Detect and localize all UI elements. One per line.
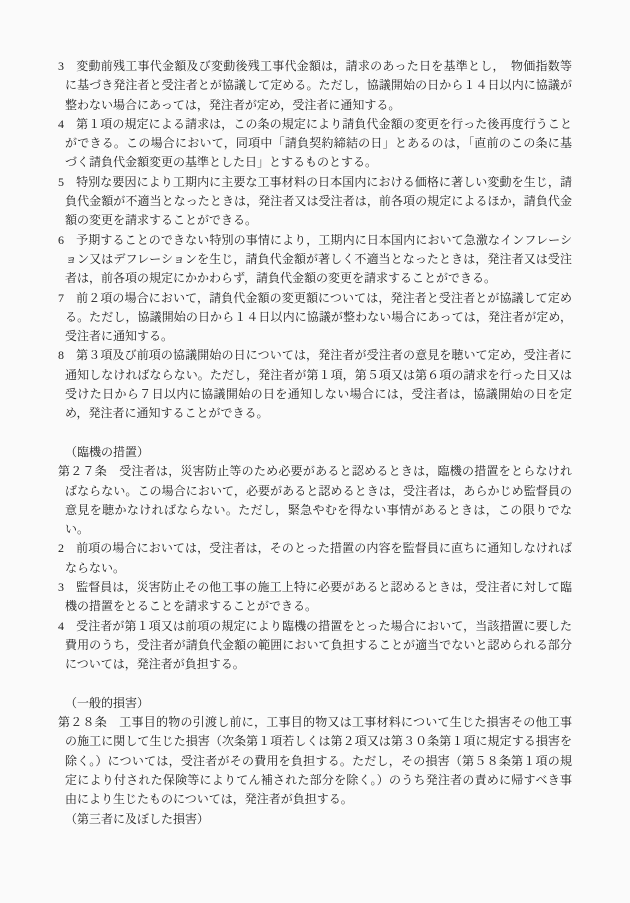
article-number: 第２７条 [58, 464, 107, 479]
clause-item-5 [58, 173, 572, 231]
item-number: 5 [58, 174, 64, 189]
clause-item-7 [58, 289, 572, 347]
article-27 [58, 462, 572, 539]
clause-text: 第３項及び前項の協議開始の日については，発注者が受注者の意見を聴いて定め，受注者に通知しなければならない。ただし，発注者が第１項，第５項又は第６項の請求を行った日又は受けた日から７日以内に協議開始の日を通知しない場合には，受注者は，協議開始の日を定め，発注者に通知することができる。 [65, 348, 572, 421]
clause-text: 受注者は，災害防止等のため必要があると認めるときは，臨機の措置をとらなければならない。この場合において，必要があると認めるときは，受注者は，あらかじめ監督員の意見を聴かなければならない。ただし，緊急やむを得ない事情があるときは，この限りでない。 [65, 464, 572, 537]
article-27-item-4 [58, 617, 572, 675]
item-number: 3 [58, 59, 64, 73]
section-heading-ippanteki-songai [65, 694, 572, 713]
clause-text: 前項の場合においては，受注者は，そのとった措置の内容を監督員に直ちに通知しなければならない。 [65, 541, 572, 575]
article-27-item-2 [58, 539, 572, 578]
item-number: 3 [58, 580, 64, 595]
clause-item-4 [58, 115, 572, 173]
clause-text: 第１項の規定による請求は，この条の規定により請負代金額の変更を行った後再度行うことができる。この場合において，同項中「請負契約締結の日」とあるのは，「直前のこの条に基づく請負代金額変更の基準とした日」とするものとする。 [65, 116, 572, 170]
clause-item-8 [58, 346, 572, 423]
clause-text: 前２項の場合において，請負代金額の変更額については，発注者と受注者とが協議して定める。ただし，協議開始の日から１４日以内に協議が整わない場合にあっては，発注者が定め，受注者に通知する。 [65, 290, 572, 344]
section-heading-daisansha-songai [65, 810, 572, 829]
clause-text: 特別な要因により工期内に主要な工事材料の日本国内における価格に著しい変動を生じ，請負代金額が不適当となったときは，発注者又は受注者は，前各項の規定によるほか，請負代金額の変更を請求することができる。 [65, 174, 572, 228]
clause-text: 監督員は，災害防止その他工事の施工上特に必要があると認めるときは，受注者に対して臨機の措置をとることを請求することができる。 [65, 580, 572, 614]
contract-text-body [0, 57, 630, 829]
item-number: 7 [58, 290, 64, 305]
clause-item-3 [58, 57, 572, 115]
section-heading-rinki-no-sochi [65, 443, 572, 462]
clause-item-6 [58, 231, 572, 289]
item-number: 2 [58, 541, 64, 556]
item-number: 4 [58, 618, 64, 633]
section-heading-text: （第三者に及ぼした損害） [65, 811, 210, 826]
clause-text: 工事目的物の引渡し前に，工事目的物又は工事材料について生じた損害その他工事の施工に関して生じた損害（次条第１項若しくは第２項又は第３０条第１項に規定する損害を除く。）については，受注者がその費用を負担する。ただし，その損害（第５８条第１項の規定により付された保険等によりてん補された部分を除く。）のうち発注者の責めに帰すべき事由により生じたものについては，発注者が負担する。 [65, 715, 572, 807]
item-number: 4 [58, 116, 64, 131]
section-heading-text: （一般的損害） [65, 695, 150, 710]
article-27-item-3 [58, 578, 572, 617]
item-number: 6 [58, 232, 64, 247]
article-number: 第２８条 [58, 715, 107, 730]
section-heading-text: （臨機の措置） [65, 444, 150, 459]
item-number: 8 [58, 348, 64, 363]
clause-text: 変動前残工事代金額及び変動後残工事代金額は，請求のあった日を基準とし， 物価指数等に基づき発注者と受注者とが協議して定める。ただし，協議開始の日から１４日以内に協議が整わない場合にあっては，発注者が定め，受注者に通知する。 [65, 59, 572, 112]
clause-text: 受注者が第１項又は前項の規定により臨機の措置をとった場合において，当該措置に要した費用のうち，受注者が請負代金額の範囲において負担することが適当でないと認められる部分については，発注者が負担する。 [65, 618, 572, 672]
article-28 [58, 713, 572, 809]
clause-text: 予期することのできない特別の事情により，工期内に日本国内において急激なインフレーション又はデフレーションを生じ，請負代金額が著しく不適当となったときは，発注者又は受注者は，前各項の規定にかかわらず，請負代金額の変更を請求することができる。 [65, 232, 572, 286]
